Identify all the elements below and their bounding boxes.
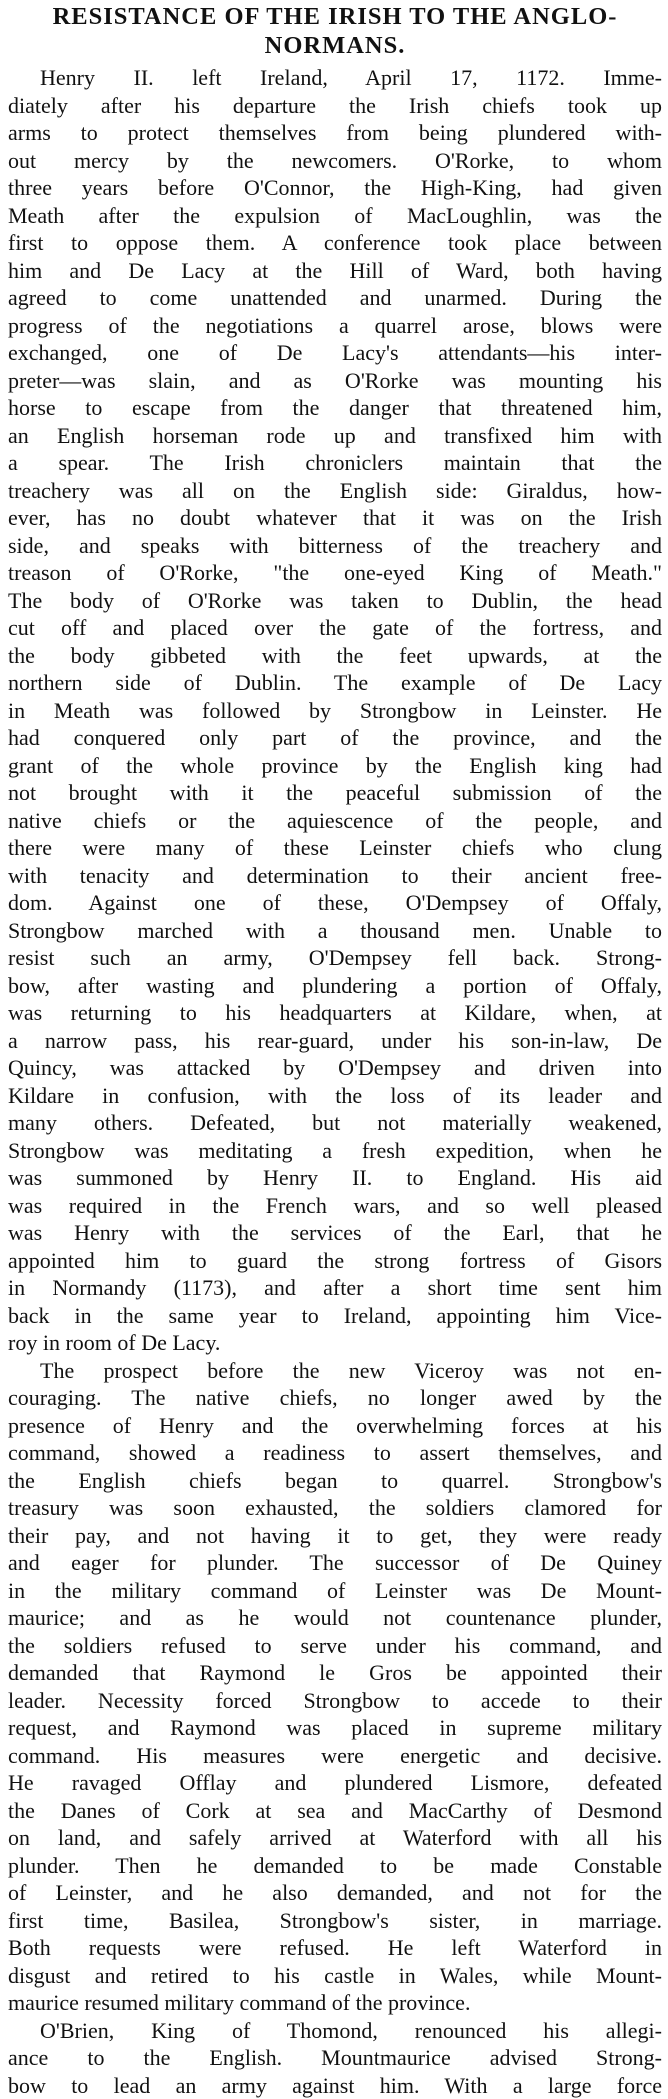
text-line: in Normandy (1173), and after a short time sent him bbox=[8, 1274, 662, 1302]
text-line: Henry II. left Ireland, April 17, 1172. Imme- bbox=[8, 64, 662, 92]
text-line: presence of Henry and the overwhelming forces at his bbox=[8, 1412, 662, 1440]
text-line: maurice resumed military command of the province. bbox=[8, 1989, 662, 2017]
text-line: native chiefs or the aquiescence of the people, and bbox=[8, 807, 662, 835]
text-line: three years before O'Connor, the High-King, had given bbox=[8, 174, 662, 202]
text-line: many others. Defeated, but not materially weakened, bbox=[8, 1109, 662, 1137]
text-line: horse to escape from the danger that threatened him, bbox=[8, 394, 662, 422]
text-line: first time, Basilea, Strongbow's sister, in marriage. bbox=[8, 1907, 662, 1935]
text-line: exchanged, one of De Lacy's attendants—his inter- bbox=[8, 339, 662, 367]
text-line: plunder. Then he demanded to be made Constable bbox=[8, 1852, 662, 1880]
text-line: in the military command of Leinster was De Mount- bbox=[8, 1577, 662, 1605]
article-body bbox=[8, 64, 662, 2099]
text-line: was Henry with the services of the Earl, that he bbox=[8, 1219, 662, 1247]
text-line: cut off and placed over the gate of the fortress, and bbox=[8, 614, 662, 642]
text-line: couraging. The native chiefs, no longer awed by the bbox=[8, 1384, 662, 1412]
text-line: the body gibbeted with the feet upwards, at the bbox=[8, 642, 662, 670]
text-line: ance to the English. Mountmaurice advised Strong- bbox=[8, 2044, 662, 2072]
text-line: first to oppose them. A conference took place between bbox=[8, 229, 662, 257]
article-title bbox=[8, 2, 662, 60]
text-line: Kildare in confusion, with the loss of its leader and bbox=[8, 1082, 662, 1110]
text-line: treasury was soon exhausted, the soldiers clamored for bbox=[8, 1494, 662, 1522]
text-line: command, showed a readiness to assert themselves, and bbox=[8, 1439, 662, 1467]
text-line: leader. Necessity forced Strongbow to accede to their bbox=[8, 1687, 662, 1715]
text-line: request, and Raymond was placed in supreme military bbox=[8, 1714, 662, 1742]
text-line: was summoned by Henry II. to England. His aid bbox=[8, 1164, 662, 1192]
text-line: maurice; and as he would not countenance plunder, bbox=[8, 1604, 662, 1632]
text-line: an English horseman rode up and transfixed him with bbox=[8, 422, 662, 450]
text-line: not brought with it the peaceful submission of the bbox=[8, 779, 662, 807]
text-line: the soldiers refused to serve under his command, and bbox=[8, 1632, 662, 1660]
text-line: He ravaged Offlay and plundered Lismore, defeated bbox=[8, 1769, 662, 1797]
text-line: there were many of these Leinster chiefs who clung bbox=[8, 834, 662, 862]
text-line: grant of the whole province by the English king had bbox=[8, 752, 662, 780]
text-line: Both requests were refused. He left Waterford in bbox=[8, 1934, 662, 1962]
text-line: with tenacity and determination to their ancient free- bbox=[8, 862, 662, 890]
text-line: their pay, and not having it to get, they were ready bbox=[8, 1522, 662, 1550]
text-line: The prospect before the new Viceroy was not en- bbox=[8, 1357, 662, 1385]
text-line: him and De Lacy at the Hill of Ward, both having bbox=[8, 257, 662, 285]
text-line: arms to protect themselves from being plundered with- bbox=[8, 119, 662, 147]
text-line: progress of the negotiations a quarrel arose, blows were bbox=[8, 312, 662, 340]
text-line: disgust and retired to his castle in Wales, while Mount- bbox=[8, 1962, 662, 1990]
text-line: The body of O'Rorke was taken to Dublin, the head bbox=[8, 587, 662, 615]
text-line: in Meath was followed by Strongbow in Leinster. He bbox=[8, 697, 662, 725]
text-line: was required in the French wars, and so well pleased bbox=[8, 1192, 662, 1220]
text-line: was returning to his headquarters at Kildare, when, at bbox=[8, 999, 662, 1027]
text-line: Meath after the expulsion of MacLoughlin, was the bbox=[8, 202, 662, 230]
paragraph bbox=[8, 64, 662, 1357]
text-line: the English chiefs began to quarrel. Strongbow's bbox=[8, 1467, 662, 1495]
text-line: Quincy, was attacked by O'Dempsey and driven into bbox=[8, 1054, 662, 1082]
text-line: had conquered only part of the province, and the bbox=[8, 724, 662, 752]
article-title-line-1: RESISTANCE OF THE IRISH TO THE ANGLO- bbox=[8, 2, 662, 31]
article-title-line-2: NORMANS. bbox=[8, 31, 662, 60]
text-line: ever, has no doubt whatever that it was on the Irish bbox=[8, 504, 662, 532]
paragraph bbox=[8, 2017, 662, 2099]
text-line: O'Brien, King of Thomond, renounced his allegi- bbox=[8, 2017, 662, 2045]
text-line: treachery was all on the English side: Giraldus, how- bbox=[8, 477, 662, 505]
text-line: appointed him to guard the strong fortress of Gisors bbox=[8, 1247, 662, 1275]
text-line: demanded that Raymond le Gros be appointed their bbox=[8, 1659, 662, 1687]
text-line: dom. Against one of these, O'Dempsey of Offaly, bbox=[8, 889, 662, 917]
text-line: and eager for plunder. The successor of De Quiney bbox=[8, 1549, 662, 1577]
text-line: bow to lead an army against him. With a large force bbox=[8, 2072, 662, 2099]
text-line: bow, after wasting and plundering a portion of Offaly, bbox=[8, 972, 662, 1000]
text-line: of Leinster, and he also demanded, and not for the bbox=[8, 1879, 662, 1907]
text-line: back in the same year to Ireland, appointing him Vice- bbox=[8, 1302, 662, 1330]
paragraph bbox=[8, 1357, 662, 2017]
text-line: preter—was slain, and as O'Rorke was mounting his bbox=[8, 367, 662, 395]
text-line: northern side of Dublin. The example of De Lacy bbox=[8, 669, 662, 697]
text-line: a narrow pass, his rear-guard, under his son-in-law, De bbox=[8, 1027, 662, 1055]
text-line: roy in room of De Lacy. bbox=[8, 1329, 662, 1357]
text-line: side, and speaks with bitterness of the treachery and bbox=[8, 532, 662, 560]
text-line: treason of O'Rorke, "the one-eyed King of Meath." bbox=[8, 559, 662, 587]
text-line: diately after his departure the Irish chiefs took up bbox=[8, 92, 662, 120]
text-line: the Danes of Cork at sea and MacCarthy of Desmond bbox=[8, 1797, 662, 1825]
text-line: on land, and safely arrived at Waterford with all his bbox=[8, 1824, 662, 1852]
text-line: Strongbow was meditating a fresh expedition, when he bbox=[8, 1137, 662, 1165]
text-line: out mercy by the newcomers. O'Rorke, to whom bbox=[8, 147, 662, 175]
text-line: a spear. The Irish chroniclers maintain that the bbox=[8, 449, 662, 477]
text-line: resist such an army, O'Dempsey fell back. Strong- bbox=[8, 944, 662, 972]
text-line: agreed to come unattended and unarmed. During the bbox=[8, 284, 662, 312]
text-line: command. His measures were energetic and decisive. bbox=[8, 1742, 662, 1770]
text-line: Strongbow marched with a thousand men. Unable to bbox=[8, 917, 662, 945]
